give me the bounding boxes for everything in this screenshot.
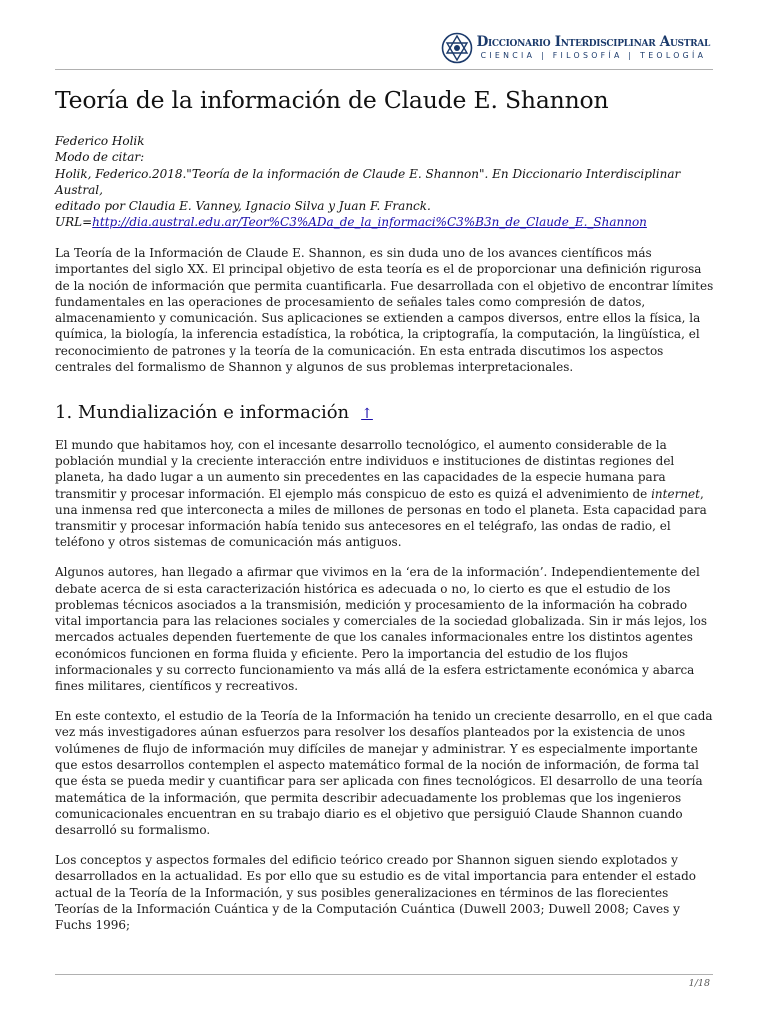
logo-subtitle: CIENCIA | FILOSOFÍA | TEOLOGÍA	[480, 51, 707, 60]
citation-line-1: Holik, Federico.2018."Teoría de la información de Claude E. Shannon". En Diccionario Interdisciplinar Austral,	[55, 166, 681, 197]
footer-divider	[55, 974, 713, 975]
intro-paragraph: La Teoría de la Información de Claude E. Shannon, es sin duda uno de los avances científicos más importantes del siglo XX. El principal objetivo de esta teoría es el de proporcionar una definición rigurosa de la noción de información que permita cuantificarla. Fue desarrollada con el objetivo de encontrar límites fundamentales en las operaciones de procesamiento de señales tales como compresión de datos, almacenamiento y comunicación. Sus aplicaciones se extienden a campos diversos, entre ellos la física, la química, la biología, la inferencia estadística, la robótica, la criptografía, la computación, la lingüística, el reconocimiento de patrones y la teoría de la comunicación. En esta entrada discutimos los aspectos centrales del formalismo de Shannon y algunos de sus problemas interpretacionales.	[55, 246, 714, 375]
author-name: Federico Holik	[55, 134, 145, 148]
paragraph-text: , una inmensa red que interconecta a miles de millones de personas en todo el planeta. Esta capacidad para transmitir y procesar información había tenido sus antecesores en el telégrafo, las ondas de radio, el teléfono y otros sistemas de comunicación más antiguos.	[55, 486, 707, 550]
url-line	[55, 214, 715, 230]
back-to-top-link[interactable]: ↑	[361, 406, 373, 423]
emphasis-internet: internet	[651, 486, 700, 501]
logo-title: Diccionario Interdisciplinar Austral	[476, 34, 710, 50]
page-title: Teoría de la información de Claude E. Shannon	[55, 86, 609, 114]
page-number: 1/18	[688, 978, 710, 989]
cite-label: Modo de citar:	[55, 150, 145, 165]
paragraph: En este contexto, el estudio de la Teoría de la Información ha tenido un creciente desarrollo, en el que cada vez más investigadores aúnan esfuerzos para resolver los desafíos planteados por la existencia de unos volúmenes de flujo de información muy difíciles de manejar y administrar. Y es especialmente importante que estos desarrollos contemplen el aspecto matemático formal de la noción de información, de forma tal que ésta se pueda medir y cuantificar para ser aplicada con fines tecnológicos. El desarrollo de una teoría matemática de la información, que permita describir adecuadamente los problemas que los ingenieros comunicacionales encuentran en su trabajo diario es el objetivo que persiguió Claude Shannon cuando desarrolló su formalismo.	[55, 709, 713, 838]
citation-block	[55, 133, 715, 231]
paragraph: Los conceptos y aspectos formales del edificio teórico creado por Shannon siguen siendo explotados y desarrollados en la actualidad. Es por ello que su estudio es de vital importancia para entender el estado actual de la Teoría de la Información, y sus posibles generalizaciones en términos de las florecientes Teorías de la Información Cuántica y de la Computación Cuántica (Duwell 2003; Duwell 2008; Caves y Fuchs 1996;	[55, 853, 697, 933]
section-title-text: 1. Mundialización e información	[55, 402, 350, 424]
paragraph-text: El mundo que habitamos hoy, con el incesante desarrollo tecnológico, el aumento considerable de la población mundial y la creciente interacción entre individuos e instituciones de distintas regiones del planeta, ha dado lugar a un aumento sin precedentes en las capacidades de la especie humana para transmitir y procesar información. El ejemplo más conspicuo de esto es quizá el advenimiento de	[55, 437, 675, 501]
paragraph: Algunos autores, han llegado a afirmar que vivimos en la ‘era de la información’. Independientemente del debate acerca de si esta caracterización histórica es adecuada o no, lo cierto es que el estudio de los problemas técnicos asociados a la transmisión, medición y procesamiento de la información ha cobrado vital importancia para las relaciones sociales y comerciales de la sociedad globalizada. Sin ir más lejos, los mercados actuales dependen fuertemente de que los canales informacionales entre los distintos agentes económicos funcionen en forma fluida y eficiente. Pero la importancia del estudio de los flujos informacionales y su correcto funcionamiento va más allá de la esfera estrictamente económica y abarca fines militares, científicos y recreativos.	[55, 565, 708, 694]
section-heading	[55, 402, 715, 424]
paragraph	[55, 437, 715, 551]
header-divider	[55, 69, 713, 70]
site-logo	[441, 32, 710, 64]
article-body	[55, 245, 715, 947]
logo-emblem-icon	[441, 32, 473, 64]
citation-line-2: editado por Claudia E. Vanney, Ignacio Silva y Juan F. Franck.	[55, 199, 431, 214]
article-url-link[interactable]: http://dia.austral.edu.ar/Teor%C3%ADa_de_la_informaci%C3%B3n_de_Claude_E._Shannon	[92, 215, 647, 230]
url-label: URL=	[55, 215, 93, 230]
